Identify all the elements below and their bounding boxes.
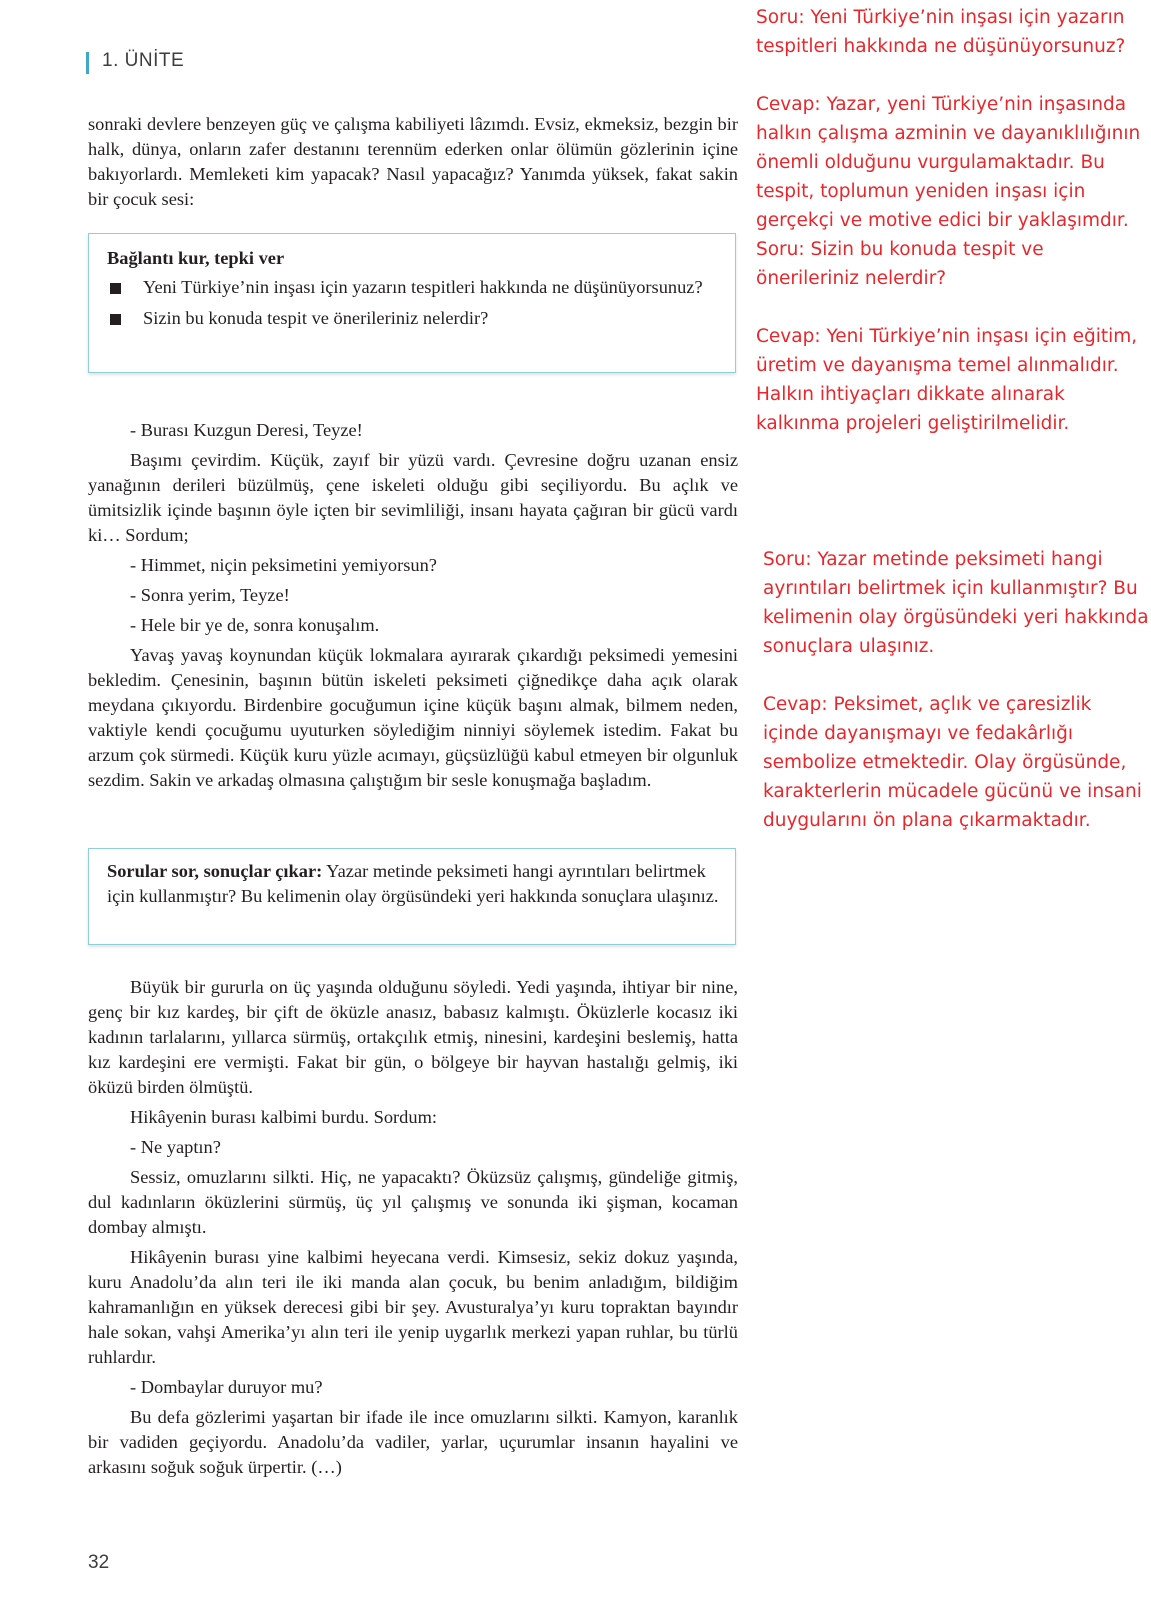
unit-accent-bar bbox=[86, 52, 89, 74]
box-bullet bbox=[107, 275, 719, 300]
paragraph: Yavaş yavaş koynundan küçük lokmalara ayırarak çıkardığı peksimedi yemesini bekledim. Çenesinin, başının bütün iskeleti peksimeti çiğnedikçe daha açık olarak meydana çıkıyordu. Birdenbire gocuğumun içine küçük başını almak, bilmem neden, vaktiyle kendi çocuğumu uyuturken söylediğim ninniyi söylemek istedim. Fakat bu arzum çok sürmedi. Küçük kuru yüzle acımayı, güçsüzlüğü kabul etmeyen bir olgunluk sezdim. Sakin ve arkadaş olmasına çalıştığım bir sesle konuşmağa başladım. bbox=[88, 645, 738, 790]
dialogue-line: - Dombaylar duruyor mu? bbox=[130, 1377, 323, 1397]
ask-conclude-box bbox=[88, 848, 736, 945]
dialogue-line: - Ne yaptın? bbox=[130, 1137, 221, 1157]
text-block-top bbox=[88, 112, 738, 217]
connect-react-box bbox=[88, 233, 736, 373]
box-title: Sorular sor, sonuçlar çıkar: bbox=[107, 861, 323, 881]
paragraph: Başımı çevirdim. Küçük, zayıf bir yüzü vardı. Çevresine doğru uzanan ensiz yanağının derileri büzülmüş, çene iskeleti olduğu gibi seçiliyordu. Bu açlık ve ümitsizlik içinde başının öyle içten bir sevimliliği, insanı hayata çağıran bir gücü vardı ki… Sordum; bbox=[88, 450, 738, 545]
paragraph: Sessiz, omuzlarını silkti. Hiç, ne yapacaktı? Öküzsüz çalışmış, gündeliğe gitmiş, dul kadınların öküzlerini sürmüş, üç yıl çalışmış ve sonunda iki şişman, kocaman dombay almıştı. bbox=[88, 1167, 738, 1237]
paragraph: Hikâyenin burası kalbimi burdu. Sordum: bbox=[130, 1107, 437, 1127]
answer-annotation-2: Soru: Yazar metinde peksimeti hangi ayrıntıları belirtmek için kullanmıştır? Bu kelimenin olay örgüsündeki yeri hakkında sonuçlara ulaşınız. Cevap: Peksimet, açlık ve çaresizlik içinde dayanışmayı ve fedakârlığı sembolize etmektedir. Olay örgüsünde, karakterlerin mücadele gücünü ve insani duygularını ön plana çıkarmaktadır. bbox=[763, 549, 1149, 831]
paragraph: Bu defa gözlerimi yaşartan bir ifade ile ince omuzlarını silkti. Kamyon, karanlık bir vadiden geçiyordu. Anadolu’da vadiler, yarlar, uçurumlar insanın hayalini ve arkasını soğuk soğuk ürpertir. (…) bbox=[88, 1407, 738, 1477]
box-title: Bağlantı kur, tepki ver bbox=[107, 248, 285, 268]
paragraph: Hikâyenin burası yine kalbimi heyecana verdi. Kimsesiz, sekiz dokuz yaşında, kuru Anadolu’da alın teri ile iki manda alan çocuk, bu benim anladığım, bildiğim kahramanlığın en yüksek derecesi gibi bir şey. Avusturalya’yı kuru topraktan bayındır hale sokan, vahşi Amerika’yı alın teri ile yenip uygarlık merkezi yapan ruhlar, bu türlü ruhlardır. bbox=[88, 1247, 738, 1367]
dialogue-line: - Burası Kuzgun Deresi, Teyze! bbox=[130, 420, 363, 440]
dialogue-line: - Himmet, niçin peksimetini yemiyorsun? bbox=[130, 555, 437, 575]
dialogue-line: - Hele bir ye de, sonra konuşalım. bbox=[130, 615, 380, 635]
box-bullet bbox=[107, 306, 719, 331]
square-bullet-icon bbox=[110, 283, 121, 294]
square-bullet-icon bbox=[110, 314, 121, 325]
answer-annotation-1: Soru: Yeni Türkiye’nin inşası için yazarın tespitleri hakkında ne düşünüyorsunuz? Cevap: Yazar, yeni Türkiye’nin inşasında halkın çalışma azminin ve dayanıklılığının önemli olduğunu vurgulamaktadır. Bu tespit, toplumun yeniden inşası için gerçekçi ve motive edici bir yaklaşımdır. Soru: Sizin bu konuda tespit ve önerileriniz nelerdir? Cevap: Yeni Türkiye’nin inşası için eğitim, üretim ve dayanışma temel alınmalıdır. Halkın ihtiyaçları dikkate alınarak kalkınma projeleri geliştirilmelidir. bbox=[756, 7, 1141, 434]
text-block-bottom bbox=[88, 975, 738, 1485]
text-block-middle bbox=[88, 418, 738, 798]
bullet-text: Sizin bu konuda tespit ve önerileriniz nelerdir? bbox=[143, 308, 489, 328]
dialogue-line: - Sonra yerim, Teyze! bbox=[130, 585, 290, 605]
paragraph: Büyük bir gururla on üç yaşında olduğunu söyledi. Yedi yaşında, ihtiyar bir nine, genç bir kız kardeş, bir çift de öküzle anasız, babasız kalmıştı. Öküzlerle kocasız iki kadının tarlalarını, yıllarca sürmüş, ortakçılık etmiş, ninesini, kardeşini beslemiş, hatta kız kardeşini ere vermişti. Fakat bir gün, o bölgeye bir hayvan hastalığı gelmiş, iki öküzü birden ölmüştü. bbox=[88, 977, 738, 1097]
paragraph: sonraki devlere benzeyen güç ve çalışma kabiliyeti lâzımdı. Evsiz, ekmeksiz, bezgin bir halk, dünya, onların zafer destanını terennüm ederken onlar ölümün gözlerinin içine bakıyorlardı. Memleketi kim yapacak? Nasıl yapacağız? Yanımda yüksek, fakat sakin bir çocuk sesi: bbox=[88, 114, 738, 209]
bullet-text: Yeni Türkiye’nin inşası için yazarın tespitleri hakkında ne düşünüyorsunuz? bbox=[143, 277, 703, 297]
unit-title: 1. ÜNİTE bbox=[102, 50, 185, 71]
box-body: Yazar metinde peksimeti hangi ayrıntıları belirtmek için kullanmıştır? Bu kelimenin olay örgüsündeki yeri hakkında sonuçlara ulaşınız. bbox=[107, 861, 719, 906]
page-number: 32 bbox=[88, 1552, 110, 1573]
